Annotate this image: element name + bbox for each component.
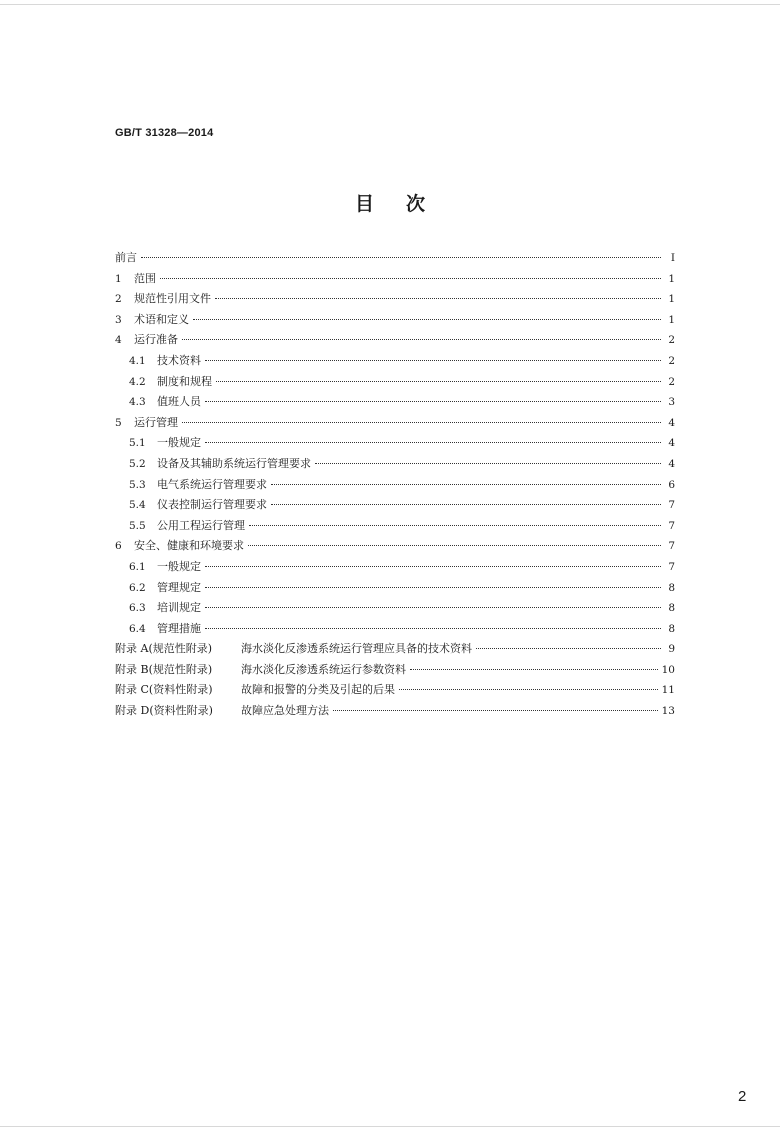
page-top-rule — [0, 4, 780, 5]
toc-entry-label: 值班人员 — [157, 395, 201, 409]
toc-entry-page: I — [670, 252, 675, 264]
toc-entry[interactable] — [115, 701, 675, 722]
toc-entry[interactable] — [115, 310, 675, 331]
toc-dot-leader — [205, 566, 661, 567]
toc-entry[interactable] — [115, 660, 675, 681]
toc-entry-number: 6.3 — [129, 602, 146, 615]
toc-entry-number: 3 — [115, 313, 122, 326]
toc-entry-label: 运行准备 — [134, 333, 178, 347]
toc-entry-page: 11 — [661, 684, 675, 697]
page-number: 2 — [738, 1088, 747, 1105]
toc-dot-leader — [205, 442, 661, 443]
toc-entry-page: 7 — [668, 519, 675, 532]
toc-dot-leader — [249, 525, 661, 526]
toc-entry-appendix: 附录 A(规范性附录) — [115, 642, 213, 656]
toc-dot-leader — [410, 669, 658, 670]
toc-entry-page: 7 — [668, 560, 675, 573]
toc-entry-label: 电气系统运行管理要求 — [157, 477, 267, 491]
toc-dot-leader — [216, 381, 661, 382]
toc-entry-page: 13 — [661, 705, 675, 718]
toc-entry-number: 4.1 — [129, 354, 146, 367]
toc-entry-label: 培训规定 — [157, 601, 201, 615]
toc-entry-label: 设备及其辅助系统运行管理要求 — [157, 456, 311, 470]
toc-entry-page: 2 — [668, 354, 675, 367]
toc-entry-number: 5.3 — [129, 478, 146, 491]
toc-dot-leader — [399, 689, 658, 690]
toc-dot-leader — [160, 278, 661, 279]
toc-entry-page: 4 — [668, 416, 675, 429]
toc-dot-leader — [205, 607, 661, 608]
toc-entry-label: 术语和定义 — [134, 312, 189, 326]
toc-entry[interactable] — [115, 619, 675, 640]
toc-entry-page: 4 — [668, 437, 675, 450]
toc-entry-number: 5 — [115, 416, 122, 429]
toc-entry-number: 6.2 — [129, 581, 146, 594]
toc-entry-page: 9 — [668, 643, 675, 656]
toc-entry[interactable] — [115, 351, 675, 372]
toc-heading-char-1: 目 — [354, 193, 374, 215]
toc-entry[interactable] — [115, 475, 675, 496]
toc-dot-leader — [476, 648, 661, 649]
toc-entry-page: 3 — [668, 396, 675, 409]
toc-entry-label: 海水淡化反渗透系统运行参数资料 — [241, 662, 406, 676]
toc-entry-label: 管理规定 — [157, 580, 201, 594]
toc-entry-appendix: 附录 D(资料性附录) — [115, 704, 213, 718]
toc-entry-label: 制度和规程 — [157, 374, 212, 388]
toc-entry-label: 一般规定 — [157, 436, 201, 450]
toc-entry-page: 2 — [668, 375, 675, 388]
toc-entry-label: 安全、健康和环境要求 — [134, 539, 244, 553]
toc-entry-number: 6.1 — [129, 560, 146, 573]
toc-heading — [0, 189, 780, 216]
toc-entry-label: 管理措施 — [157, 621, 201, 635]
toc-dot-leader — [271, 504, 661, 505]
toc-entry[interactable] — [115, 680, 675, 701]
toc-entry[interactable] — [115, 330, 675, 351]
toc-dot-leader — [205, 587, 661, 588]
page-bottom-rule — [0, 1126, 780, 1127]
toc-entry-label: 故障应急处理方法 — [241, 704, 329, 718]
toc-dot-leader — [215, 298, 661, 299]
toc-entry-page: 1 — [668, 293, 675, 306]
table-of-contents — [115, 248, 675, 722]
toc-entry-page: 10 — [661, 663, 675, 676]
toc-entry[interactable] — [115, 536, 675, 557]
toc-heading-char-2: 次 — [406, 193, 426, 215]
toc-entry-page: 8 — [668, 602, 675, 615]
toc-entry-page: 8 — [668, 581, 675, 594]
toc-entry[interactable] — [115, 516, 675, 537]
toc-entry-page: 1 — [668, 313, 675, 326]
toc-entry-page: 7 — [668, 540, 675, 553]
toc-dot-leader — [182, 339, 661, 340]
standard-code-header: GB/T 31328—2014 — [115, 127, 214, 139]
toc-entry[interactable] — [115, 454, 675, 475]
toc-dot-leader — [182, 422, 661, 423]
toc-dot-leader — [271, 484, 661, 485]
toc-entry-number: 5.1 — [129, 437, 146, 450]
toc-entry-number: 1 — [115, 272, 122, 285]
toc-entry-number: 5.4 — [129, 499, 146, 512]
toc-entry-page: 2 — [668, 334, 675, 347]
toc-entry[interactable] — [115, 372, 675, 393]
toc-entry[interactable] — [115, 557, 675, 578]
toc-entry[interactable] — [115, 578, 675, 599]
toc-dot-leader — [193, 319, 661, 320]
toc-dot-leader — [205, 628, 661, 629]
toc-entry-number: 5.2 — [129, 457, 146, 470]
toc-entry-label: 一般规定 — [157, 559, 201, 573]
toc-dot-leader — [333, 710, 658, 711]
toc-entry-number: 4.2 — [129, 375, 146, 388]
toc-entry[interactable] — [115, 289, 675, 310]
toc-entry[interactable] — [115, 495, 675, 516]
toc-entry[interactable] — [115, 413, 675, 434]
toc-entry-page: 8 — [668, 622, 675, 635]
toc-entry-label: 技术资料 — [157, 353, 201, 367]
toc-entry[interactable] — [115, 598, 675, 619]
toc-entry-label: 前言 — [115, 251, 137, 264]
toc-entry-number: 6.4 — [129, 622, 146, 635]
toc-entry[interactable] — [115, 433, 675, 454]
toc-entry-label: 公用工程运行管理 — [157, 518, 245, 532]
toc-entry-label: 范围 — [134, 271, 156, 285]
toc-dot-leader — [141, 257, 661, 258]
toc-entry[interactable] — [115, 639, 675, 660]
toc-dot-leader — [205, 360, 661, 361]
toc-entry-appendix: 附录 C(资料性附录) — [115, 683, 213, 697]
toc-entry-label: 海水淡化反渗透系统运行管理应具备的技术资料 — [241, 642, 472, 656]
toc-entry-page: 4 — [668, 457, 675, 470]
toc-entry[interactable] — [115, 248, 675, 269]
toc-entry-number: 6 — [115, 540, 122, 553]
toc-entry-page: 6 — [668, 478, 675, 491]
toc-entry-number: 2 — [115, 293, 122, 306]
toc-entry[interactable] — [115, 269, 675, 290]
toc-entry-number: 5.5 — [129, 519, 146, 532]
toc-entry[interactable] — [115, 392, 675, 413]
toc-dot-leader — [205, 401, 661, 402]
toc-entry-appendix: 附录 B(规范性附录) — [115, 662, 213, 676]
toc-entry-page: 7 — [668, 499, 675, 512]
toc-dot-leader — [248, 545, 661, 546]
toc-entry-label: 故障和报警的分类及引起的后果 — [241, 683, 395, 697]
toc-entry-page: 1 — [668, 272, 675, 285]
toc-entry-label: 运行管理 — [134, 415, 178, 429]
toc-entry-number: 4 — [115, 334, 122, 347]
toc-entry-number: 4.3 — [129, 396, 146, 409]
toc-entry-label: 仪表控制运行管理要求 — [157, 498, 267, 512]
toc-entry-label: 规范性引用文件 — [134, 292, 211, 306]
toc-dot-leader — [315, 463, 661, 464]
